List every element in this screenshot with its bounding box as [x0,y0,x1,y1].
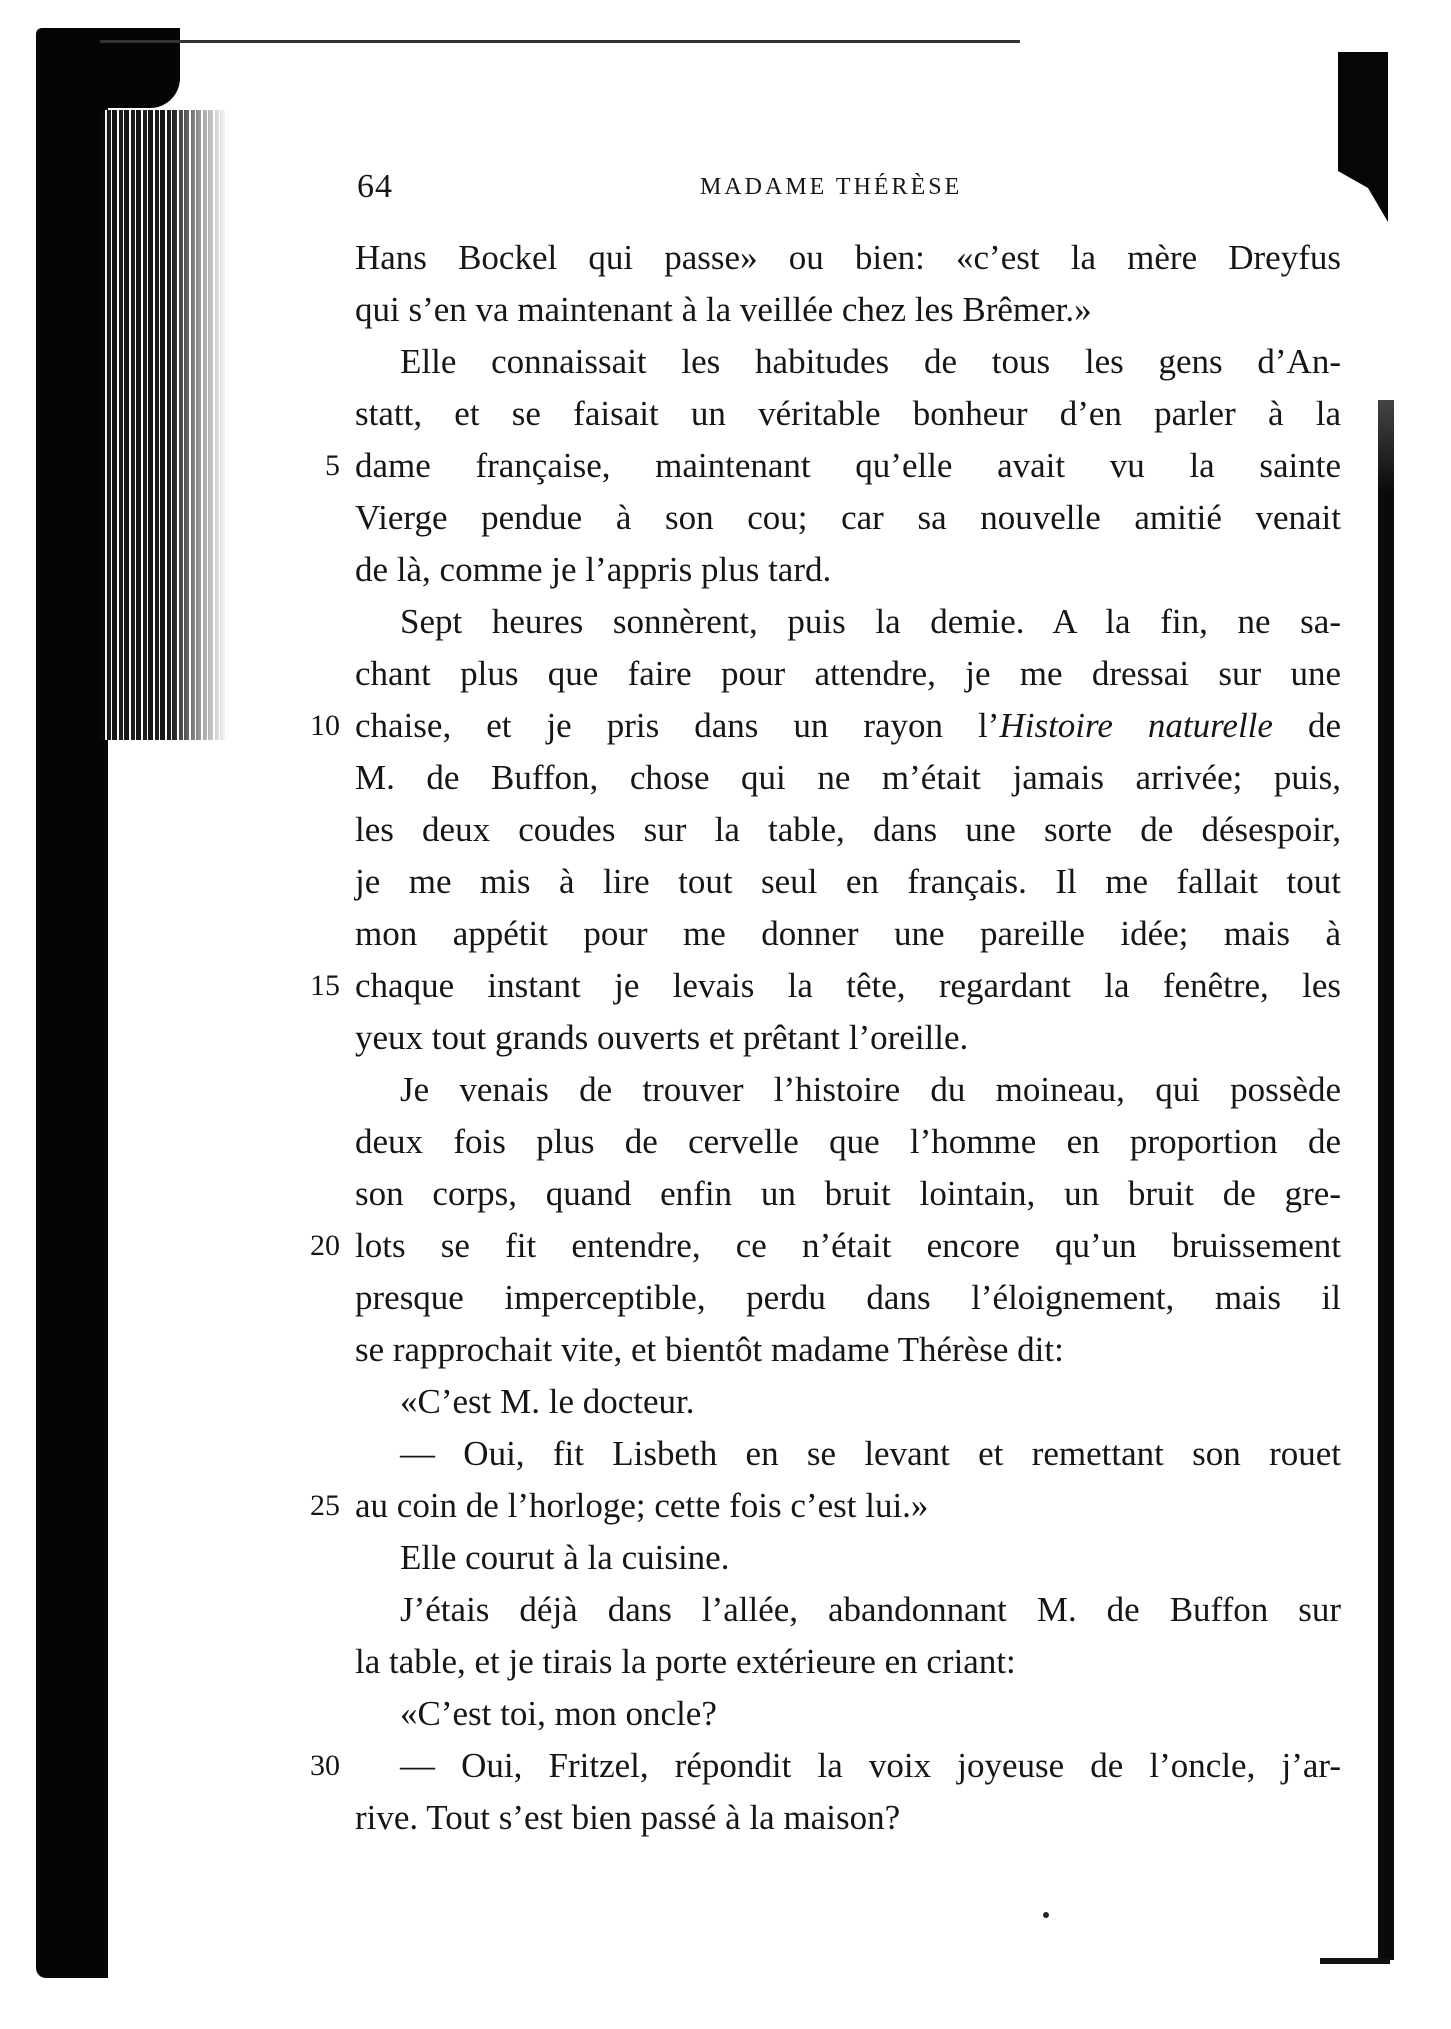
line-number: 20 [310,1229,340,1262]
text-line: presque imperceptible, perdu dans l’éloignement, mais il [355,1278,1341,1317]
scan-edge-right-bottom [1320,1958,1390,1964]
text-line: mon appétit pour me donner une pareille idée; mais à [355,914,1341,953]
text-line: au coin de l’horloge; cette fois c’est lui.» [355,1486,929,1525]
text-line: «C’est M. le docteur. [400,1382,695,1421]
scan-edge-right [1378,400,1394,1960]
page-number: 64 [357,168,393,205]
text-line: Elle courut à la cuisine. [400,1538,730,1577]
text-line: — Oui, Fritzel, répondit la voix joyeuse de l’oncle, j’ar- [400,1746,1341,1785]
line-number: 5 [325,449,340,482]
text-line: chant plus que faire pour attendre, je me dressai sur une [355,654,1341,693]
text-line: statt, et se faisait un véritable bonheur d’en parler à la [355,394,1341,433]
text-line: qui s’en va maintenant à la veillée chez les Brêmer.» [355,290,1092,329]
text-line: Vierge pendue à son cou; car sa nouvelle amitié venait [355,498,1341,537]
text-line: «C’est toi, mon oncle? [400,1694,717,1733]
text-line: dame française, maintenant qu’elle avait vu la sainte [355,446,1341,485]
line-number: 30 [310,1749,340,1782]
text-line: J’étais déjà dans l’allée, abandonnant M. de Buffon sur [400,1590,1341,1629]
text-line: M. de Buffon, chose qui ne m’était jamais arrivée; puis, [355,758,1341,797]
scan-edge-top [100,40,1020,43]
scan-edge-left [36,28,108,1978]
text-line: Sept heures sonnèrent, puis la demie. A la fin, ne sa- [400,602,1341,641]
running-title: MADAME THÉRÈSE [700,174,963,200]
scan-edge-left-rough [100,110,228,740]
line-number: 25 [310,1489,340,1522]
scan-edge-right-top [1338,52,1388,222]
text-line: Je venais de trouver l’histoire du moineau, qui possède [400,1070,1341,1109]
text-line: Hans Bockel qui passe» ou bien: «c’est la mère Dreyfus [355,238,1341,277]
line-number: 15 [310,969,340,1002]
text-line: la table, et je tirais la porte extérieure en criant: [355,1642,1016,1681]
text-line [355,700,1341,752]
line-number: 10 [310,709,340,742]
text-line: Elle connaissait les habitudes de tous les gens d’An- [400,342,1341,381]
text-line: deux fois plus de cervelle que l’homme en proportion de [355,1122,1341,1161]
text-line: je me mis à lire tout seul en français. Il me fallait tout [355,862,1341,901]
text-line: lots se fit entendre, ce n’était encore qu’un bruissement [355,1226,1341,1265]
ink-speck [1043,1912,1049,1918]
text-run: de [1272,706,1341,745]
text-line: se rapprochait vite, et bientôt madame Thérèse dit: [355,1330,1064,1369]
text-line: chaque instant je levais la tête, regardant la fenêtre, les [355,966,1341,1005]
text-line: yeux tout grands ouverts et prêtant l’oreille. [355,1018,969,1057]
text-line: de là, comme je l’appris plus tard. [355,550,832,589]
text-line: son corps, quand enfin un bruit lointain, un bruit de gre- [355,1174,1341,1213]
book-title: Histoire naturelle [999,706,1273,745]
text-line: les deux coudes sur la table, dans une sorte de désespoir, [355,810,1341,849]
text-line: rive. Tout s’est bien passé à la maison? [355,1798,901,1837]
text-line: — Oui, fit Lisbeth en se levant et remettant son rouet [400,1434,1341,1473]
text-run: chaise, et je pris dans un rayon l’ [355,706,1000,745]
